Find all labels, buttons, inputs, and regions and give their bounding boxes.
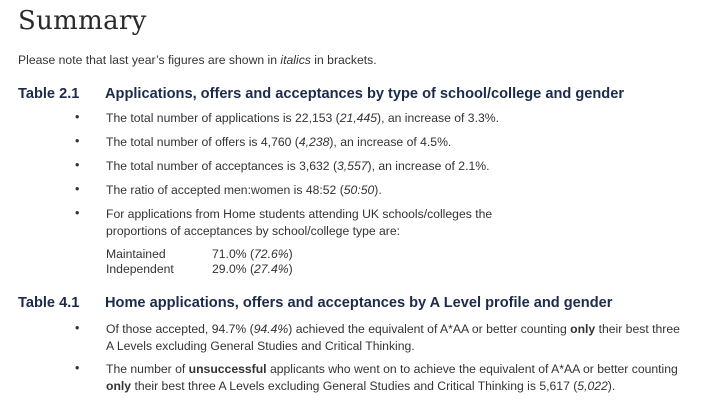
table-number: Table 2.1 <box>18 86 80 102</box>
row-label: Maintained <box>106 247 166 261</box>
table-number: Table 4.1 <box>18 295 80 311</box>
section-heading-table-4-1 <box>18 295 612 311</box>
row-value: 29.0% <box>212 262 247 276</box>
bullet-icon: • <box>75 182 80 196</box>
list-item: The total number of offers is 4,760 (4,238), an increase of 4.5%. <box>106 135 452 149</box>
row-value: 71.0% <box>212 247 247 261</box>
bullet-icon: • <box>75 158 80 172</box>
table-title: Home applications, offers and acceptances by A Level profile and gender <box>105 295 613 311</box>
bullet-icon: • <box>75 206 80 220</box>
list-item: For applications from Home students attending UK schools/colleges the proportions of acceptances by school/college type are: <box>106 207 493 238</box>
page-title: Summary <box>18 6 147 36</box>
bullet-icon: • <box>75 321 80 335</box>
list-item: The ratio of accepted men:women is 48:52 (50:50). <box>106 183 382 197</box>
intro-note: Please note that last year’s figures are shown in italics in brackets. <box>18 53 377 67</box>
list-item: The number of unsuccessful applicants who went on to achieve the equivalent of A*AA or better counting only their best three A Levels excluding General Studies and Critical Thinking is 5,617 (5,022). <box>106 362 678 393</box>
bullet-icon: • <box>75 110 80 124</box>
table-row: Maintained 71.0% (72.6%) <box>106 247 293 261</box>
school-type-table <box>106 247 293 277</box>
table-row: Independent 29.0% (27.4%) <box>106 262 293 276</box>
row-previous-value: 72.6% <box>254 247 289 261</box>
table-title: Applications, offers and acceptances by type of school/college and gender <box>105 86 625 102</box>
bullet-icon: • <box>75 361 80 375</box>
bullet-icon: • <box>75 134 80 148</box>
list-item: The total number of acceptances is 3,632 (3,557), an increase of 2.1%. <box>106 159 490 173</box>
list-item: The total number of applications is 22,153 (21,445), an increase of 3.3%. <box>106 111 499 125</box>
list-item: Of those accepted, 94.7% (94.4%) achieved the equivalent of A*AA or better counting only their best three A Levels excluding General Studies and Critical Thinking. <box>106 322 680 353</box>
section-heading-table-2-1 <box>18 86 624 102</box>
row-previous-value: 27.4% <box>254 262 289 276</box>
row-label: Independent <box>106 262 174 276</box>
